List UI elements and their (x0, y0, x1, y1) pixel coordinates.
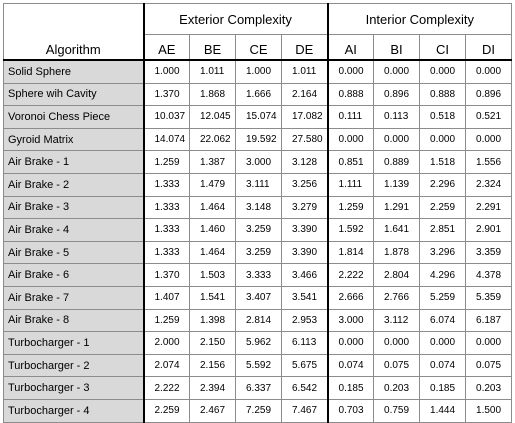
cell-ce: 3.259 (236, 219, 282, 242)
table-row (4, 83, 512, 106)
cell-be: 1.479 (190, 173, 236, 196)
cell-be: 1.541 (190, 286, 236, 309)
cell-ci: 4.296 (420, 264, 466, 287)
cell-di: 0.075 (466, 354, 512, 377)
cell-ae: 1.333 (144, 241, 190, 264)
cell-ai: 0.888 (328, 83, 374, 106)
cell-ae: 2.259 (144, 399, 190, 422)
table-row (4, 264, 512, 287)
cell-ai: 1.814 (328, 241, 374, 264)
table-row (4, 309, 512, 332)
table-row (4, 354, 512, 377)
cell-bi: 1.641 (374, 219, 420, 242)
cell-be: 1.464 (190, 241, 236, 264)
row-label: Turbocharger - 1 (4, 332, 144, 355)
cell-di: 2.901 (466, 219, 512, 242)
table-row (4, 60, 512, 83)
cell-ai: 0.000 (328, 60, 374, 83)
interior-complexity-header: Interior Complexity (328, 4, 512, 35)
cell-be: 2.156 (190, 354, 236, 377)
cell-di: 3.359 (466, 241, 512, 264)
col-header-ai: AI (328, 35, 374, 61)
row-label: Air Brake - 7 (4, 286, 144, 309)
cell-ci: 2.296 (420, 173, 466, 196)
cell-ae: 1.259 (144, 151, 190, 174)
row-label: Turbocharger - 2 (4, 354, 144, 377)
cell-be: 2.394 (190, 377, 236, 400)
cell-ci: 0.000 (420, 60, 466, 83)
cell-bi: 0.000 (374, 332, 420, 355)
cell-di: 1.556 (466, 151, 512, 174)
cell-ci: 0.000 (420, 128, 466, 151)
cell-ae: 1.333 (144, 196, 190, 219)
col-header-di: DI (466, 35, 512, 61)
table-row (4, 332, 512, 355)
cell-ai: 0.000 (328, 332, 374, 355)
cell-di: 4.378 (466, 264, 512, 287)
cell-ci: 5.259 (420, 286, 466, 309)
cell-be: 2.150 (190, 332, 236, 355)
col-header-ce: CE (236, 35, 282, 61)
exterior-complexity-header: Exterior Complexity (144, 4, 328, 35)
cell-di: 0.000 (466, 60, 512, 83)
cell-ai: 0.185 (328, 377, 374, 400)
cell-ci: 0.000 (420, 332, 466, 355)
col-header-de: DE (282, 35, 328, 61)
row-label: Gyroid Matrix (4, 128, 144, 151)
cell-be: 12.045 (190, 106, 236, 129)
cell-ai: 0.703 (328, 399, 374, 422)
cell-ce: 19.592 (236, 128, 282, 151)
table-row (4, 128, 512, 151)
cell-ci: 0.074 (420, 354, 466, 377)
cell-ae: 1.333 (144, 219, 190, 242)
cell-di: 0.896 (466, 83, 512, 106)
cell-ai: 3.000 (328, 309, 374, 332)
row-label: Air Brake - 4 (4, 219, 144, 242)
cell-di: 5.359 (466, 286, 512, 309)
cell-de: 3.128 (282, 151, 328, 174)
row-label: Air Brake - 5 (4, 241, 144, 264)
cell-ci: 1.518 (420, 151, 466, 174)
col-header-ci: CI (420, 35, 466, 61)
cell-de: 17.082 (282, 106, 328, 129)
cell-ai: 0.074 (328, 354, 374, 377)
table-row (4, 377, 512, 400)
cell-de: 3.541 (282, 286, 328, 309)
cell-ce: 6.337 (236, 377, 282, 400)
cell-de: 3.279 (282, 196, 328, 219)
cell-de: 5.675 (282, 354, 328, 377)
table-row (4, 286, 512, 309)
cell-bi: 0.759 (374, 399, 420, 422)
row-label: Solid Sphere (4, 60, 144, 83)
row-label: Air Brake - 2 (4, 173, 144, 196)
table-row (4, 399, 512, 422)
cell-ai: 2.666 (328, 286, 374, 309)
cell-ce: 15.074 (236, 106, 282, 129)
cell-ae: 1.407 (144, 286, 190, 309)
cell-ai: 0.851 (328, 151, 374, 174)
cell-bi: 0.896 (374, 83, 420, 106)
cell-be: 22.062 (190, 128, 236, 151)
table-row (4, 106, 512, 129)
cell-be: 1.387 (190, 151, 236, 174)
table-row (4, 241, 512, 264)
cell-bi: 1.291 (374, 196, 420, 219)
cell-ai: 0.111 (328, 106, 374, 129)
cell-ai: 1.259 (328, 196, 374, 219)
cell-ce: 1.000 (236, 60, 282, 83)
cell-ci: 0.888 (420, 83, 466, 106)
cell-ci: 1.444 (420, 399, 466, 422)
cell-ae: 1.370 (144, 264, 190, 287)
cell-de: 3.256 (282, 173, 328, 196)
cell-ae: 2.222 (144, 377, 190, 400)
cell-be: 1.868 (190, 83, 236, 106)
cell-ai: 1.592 (328, 219, 374, 242)
cell-di: 2.324 (466, 173, 512, 196)
cell-ce: 3.259 (236, 241, 282, 264)
cell-de: 2.164 (282, 83, 328, 106)
cell-ce: 3.000 (236, 151, 282, 174)
cell-de: 3.390 (282, 241, 328, 264)
table-row (4, 219, 512, 242)
table-row (4, 196, 512, 219)
cell-be: 1.398 (190, 309, 236, 332)
table-row (4, 151, 512, 174)
table-row (4, 173, 512, 196)
cell-bi: 2.804 (374, 264, 420, 287)
cell-ce: 3.333 (236, 264, 282, 287)
cell-bi: 0.203 (374, 377, 420, 400)
cell-di: 6.187 (466, 309, 512, 332)
cell-ae: 10.037 (144, 106, 190, 129)
cell-bi: 0.000 (374, 128, 420, 151)
cell-bi: 0.000 (374, 60, 420, 83)
row-label: Sphere wih Cavity (4, 83, 144, 106)
cell-bi: 2.766 (374, 286, 420, 309)
cell-ce: 7.259 (236, 399, 282, 422)
cell-ci: 2.851 (420, 219, 466, 242)
cell-be: 1.460 (190, 219, 236, 242)
cell-ce: 5.592 (236, 354, 282, 377)
cell-de: 6.542 (282, 377, 328, 400)
cell-ce: 3.148 (236, 196, 282, 219)
row-label: Air Brake - 3 (4, 196, 144, 219)
group-header-row (4, 4, 512, 35)
cell-be: 1.503 (190, 264, 236, 287)
cell-ce: 5.962 (236, 332, 282, 355)
cell-bi: 3.112 (374, 309, 420, 332)
cell-ae: 14.074 (144, 128, 190, 151)
cell-di: 0.521 (466, 106, 512, 129)
cell-ae: 2.074 (144, 354, 190, 377)
cell-be: 1.011 (190, 60, 236, 83)
complexity-table (3, 3, 512, 423)
cell-de: 2.953 (282, 309, 328, 332)
cell-de: 27.580 (282, 128, 328, 151)
cell-ce: 1.666 (236, 83, 282, 106)
cell-ai: 0.000 (328, 128, 374, 151)
row-label: Turbocharger - 3 (4, 377, 144, 400)
cell-de: 7.467 (282, 399, 328, 422)
cell-ai: 2.222 (328, 264, 374, 287)
cell-de: 3.390 (282, 219, 328, 242)
cell-bi: 1.139 (374, 173, 420, 196)
cell-ci: 6.074 (420, 309, 466, 332)
cell-ce: 3.111 (236, 173, 282, 196)
cell-ce: 2.814 (236, 309, 282, 332)
cell-bi: 0.889 (374, 151, 420, 174)
cell-ae: 1.000 (144, 60, 190, 83)
col-header-be: BE (190, 35, 236, 61)
cell-de: 1.011 (282, 60, 328, 83)
cell-ce: 3.407 (236, 286, 282, 309)
row-label: Air Brake - 1 (4, 151, 144, 174)
cell-di: 0.000 (466, 128, 512, 151)
table-body (4, 60, 512, 422)
cell-di: 0.000 (466, 332, 512, 355)
cell-ci: 3.296 (420, 241, 466, 264)
cell-de: 3.466 (282, 264, 328, 287)
cell-de: 6.113 (282, 332, 328, 355)
cell-ci: 0.185 (420, 377, 466, 400)
cell-be: 2.467 (190, 399, 236, 422)
row-label: Turbocharger - 4 (4, 399, 144, 422)
col-header-bi: BI (374, 35, 420, 61)
col-header-ae: AE (144, 35, 190, 61)
row-label: Air Brake - 8 (4, 309, 144, 332)
row-label: Air Brake - 6 (4, 264, 144, 287)
cell-di: 1.500 (466, 399, 512, 422)
cell-ae: 1.333 (144, 173, 190, 196)
cell-ae: 2.000 (144, 332, 190, 355)
cell-ai: 1.111 (328, 173, 374, 196)
cell-ci: 2.259 (420, 196, 466, 219)
cell-di: 0.203 (466, 377, 512, 400)
header-blank-cell (4, 4, 144, 35)
column-header-row (4, 35, 512, 61)
cell-ci: 0.518 (420, 106, 466, 129)
cell-bi: 0.113 (374, 106, 420, 129)
cell-di: 2.291 (466, 196, 512, 219)
cell-bi: 1.878 (374, 241, 420, 264)
algorithm-header: Algorithm (4, 35, 144, 61)
cell-ae: 1.370 (144, 83, 190, 106)
cell-bi: 0.075 (374, 354, 420, 377)
cell-ae: 1.259 (144, 309, 190, 332)
row-label: Voronoi Chess Piece (4, 106, 144, 129)
cell-be: 1.464 (190, 196, 236, 219)
